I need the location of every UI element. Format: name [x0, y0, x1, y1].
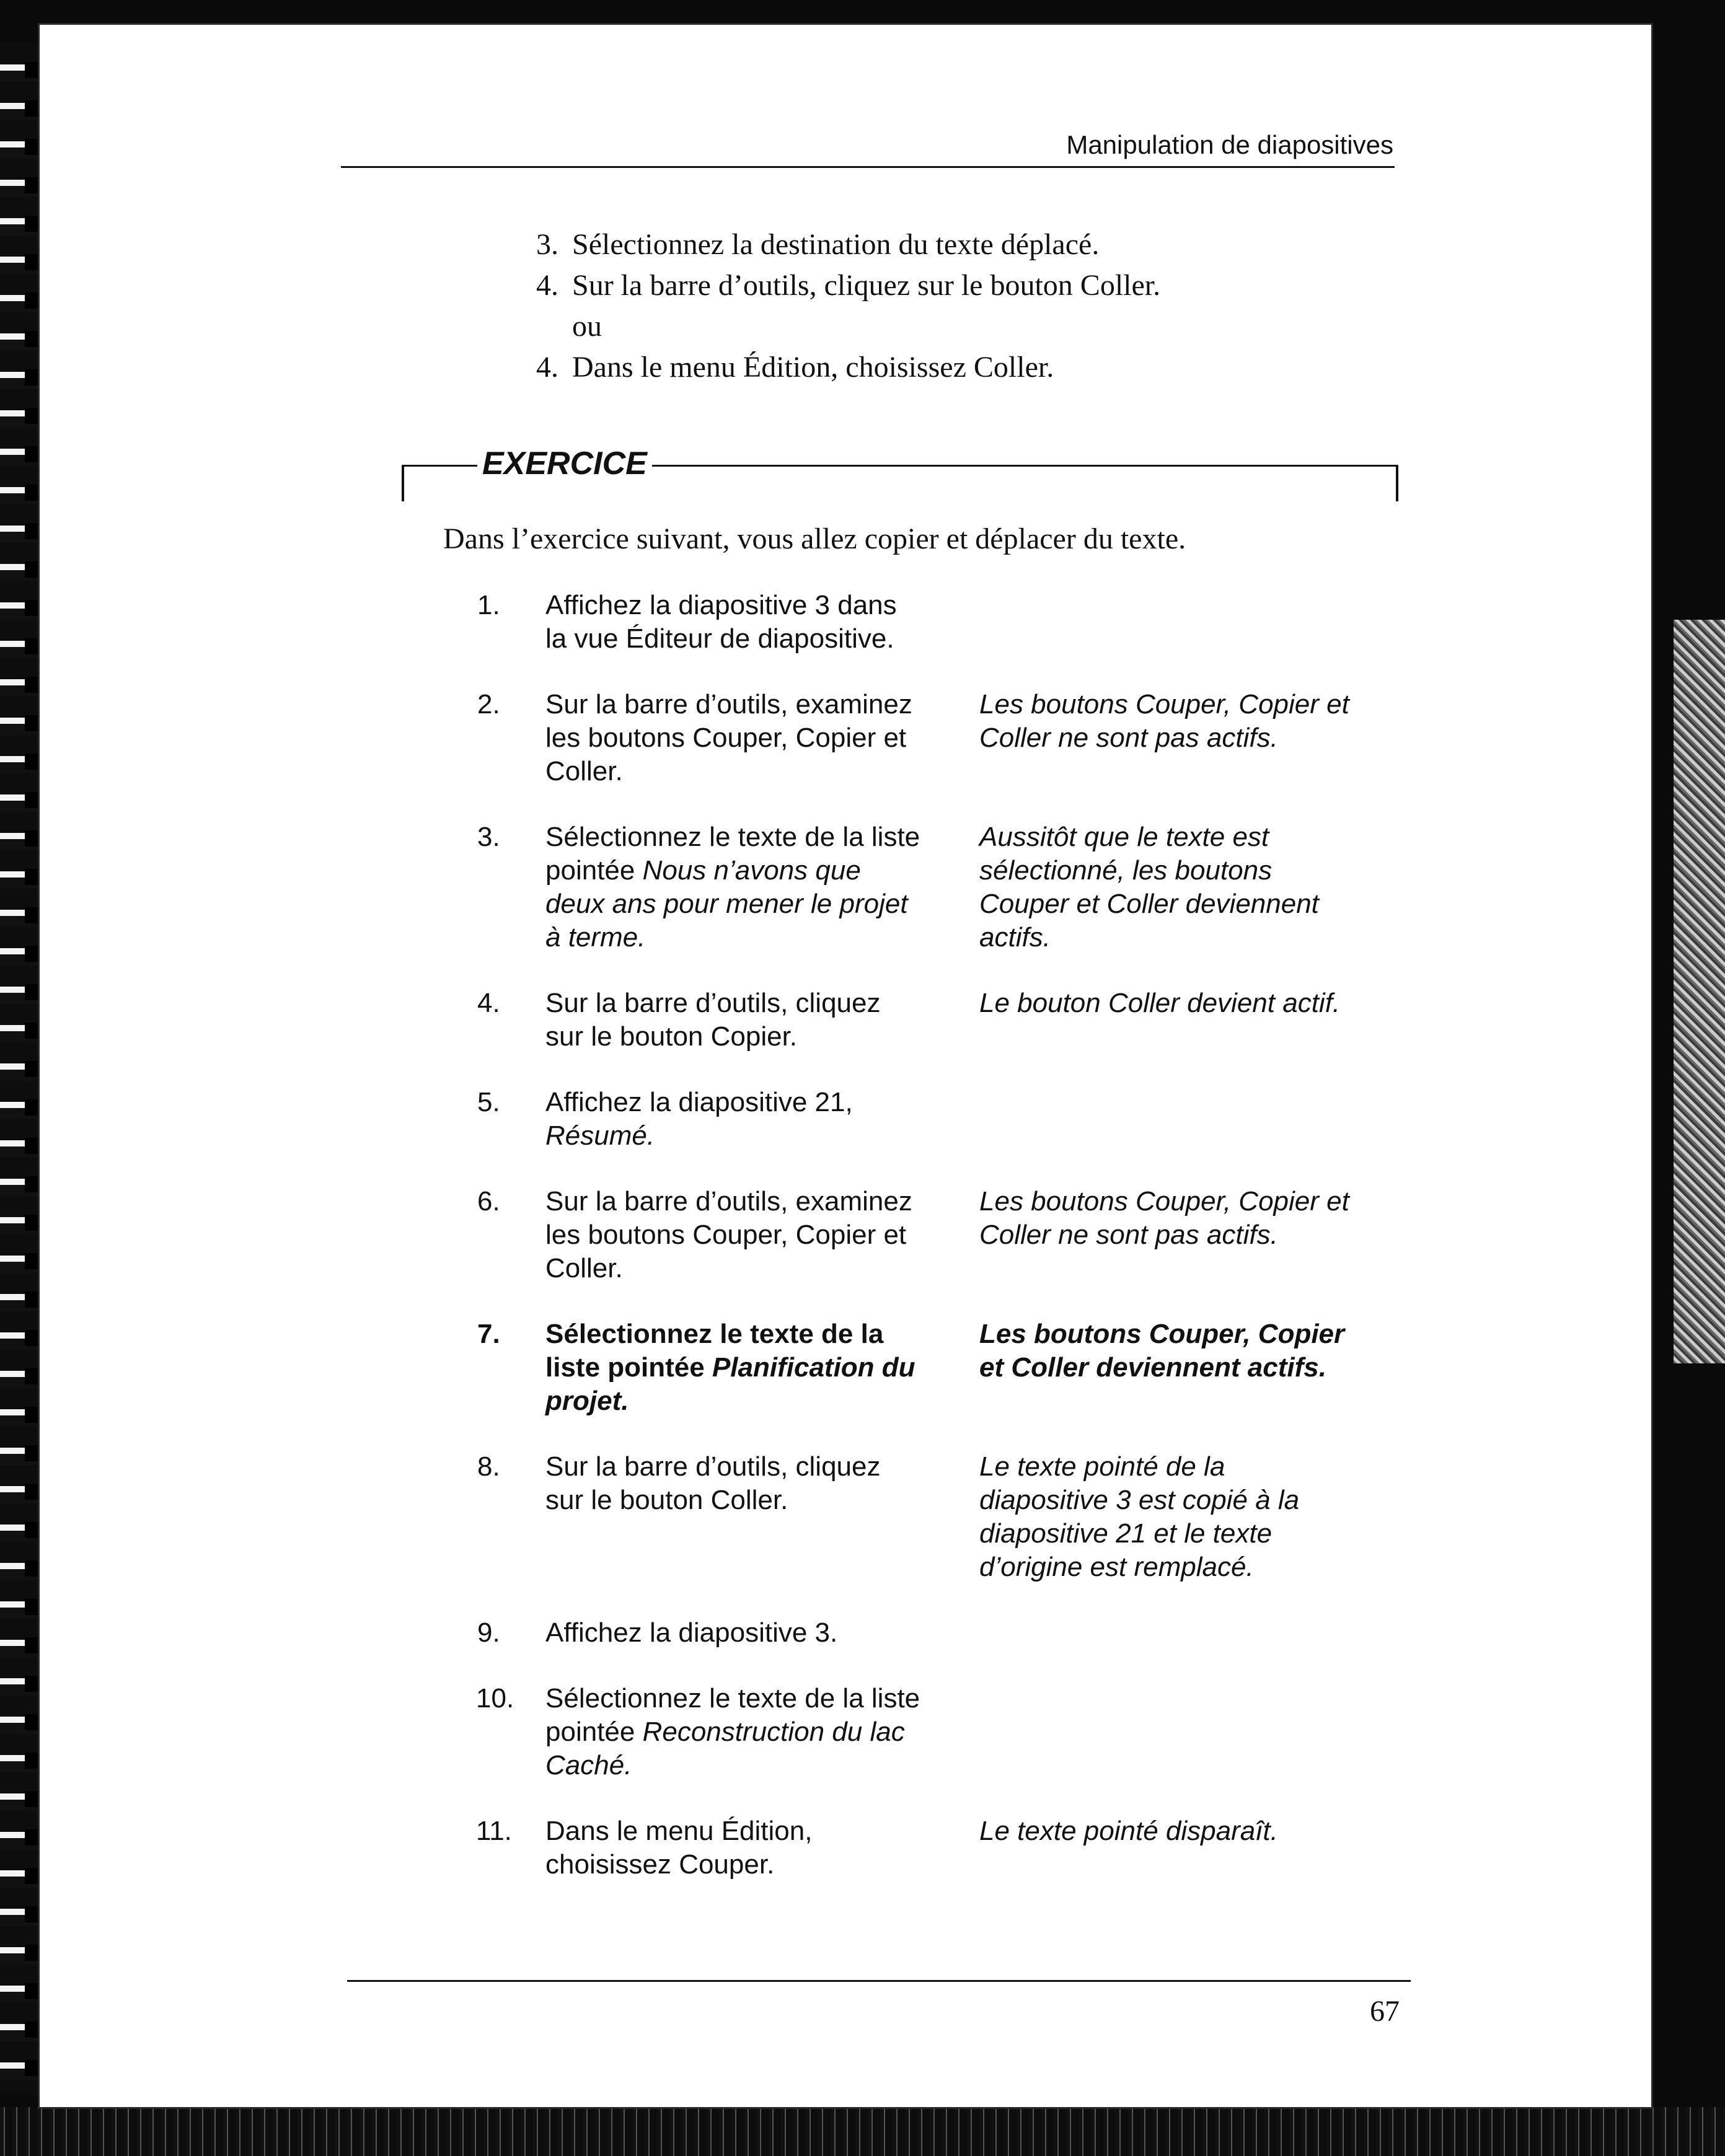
exercise-step	[459, 1616, 1426, 1650]
page-edge-bottom	[0, 2107, 1725, 2156]
exercise-step-highlighted	[459, 1318, 1426, 1418]
instruction-line	[545, 854, 979, 887]
intro-step-number: 4.	[536, 269, 558, 302]
result-line: Couper et Coller deviennent	[979, 889, 1319, 919]
exercise-lead: Dans l’exercice suivant, vous allez copier et déplacer du texte.	[443, 522, 1186, 555]
exercise-step	[459, 688, 1426, 788]
step-number: 11.	[476, 1816, 512, 1846]
intro-steps	[536, 224, 1160, 388]
result-line: Les boutons Couper, Copier et	[979, 1186, 1349, 1217]
instruction-line: les boutons Couper, Copier et	[545, 723, 907, 753]
exercise-step	[459, 1815, 1426, 1881]
step-instruction	[545, 987, 979, 1054]
instruction-line	[545, 1715, 979, 1749]
instruction-line: choisissez Couper.	[545, 1849, 775, 1880]
result-line: diapositive 21 et le texte	[979, 1518, 1273, 1549]
instruction-line: Affichez la diapositive 3.	[545, 1617, 838, 1648]
step-result	[979, 589, 1388, 656]
instruction-line: Coller.	[545, 756, 623, 786]
result-line: d’origine est remplacé.	[979, 1552, 1254, 1582]
step-result	[979, 1616, 1388, 1650]
instruction-line: deux ans pour mener le projet	[545, 889, 908, 919]
instruction-line: Affichez la diapositive 21,	[545, 1087, 853, 1117]
instruction-italic: Nous n’avons que	[642, 855, 861, 886]
step-instruction	[545, 688, 979, 788]
instruction-line: Sélectionnez le texte de la liste	[545, 822, 920, 852]
instruction-line: Résumé.	[545, 1120, 655, 1151]
result-line: et Coller deviennent actifs.	[979, 1352, 1326, 1383]
step-number: 7.	[477, 1319, 500, 1349]
instruction-line: la vue Éditeur de diapositive.	[545, 623, 894, 654]
result-line: diapositive 3 est copié à la	[979, 1485, 1300, 1515]
footer-rule	[347, 1980, 1411, 1982]
exercise-steps	[459, 589, 1426, 1914]
exercise-step	[459, 821, 1426, 954]
instruction-text: pointée	[545, 855, 643, 886]
result-line: Le texte pointé de la	[979, 1451, 1225, 1482]
instruction-line: Dans le menu Édition,	[545, 1816, 813, 1846]
step-instruction	[545, 1185, 979, 1285]
header-rule	[341, 166, 1395, 168]
result-line: actifs.	[979, 922, 1051, 953]
step-instruction	[545, 1616, 979, 1650]
step-number: 8.	[477, 1451, 500, 1482]
step-number: 2.	[477, 689, 500, 719]
instruction-line: Affichez la diapositive 3 dans	[545, 590, 897, 620]
exercise-step	[459, 1682, 1426, 1782]
instruction-line: projet.	[545, 1386, 629, 1416]
result-line: Coller ne sont pas actifs.	[979, 723, 1278, 753]
result-line: Coller ne sont pas actifs.	[979, 1220, 1278, 1250]
step-number: 1.	[477, 590, 500, 620]
instruction-line: sur le bouton Coller.	[545, 1485, 788, 1515]
step-result	[979, 1682, 1388, 1782]
step-number: 10.	[476, 1683, 514, 1714]
page-edge-right	[1674, 620, 1725, 1363]
step-instruction	[545, 1086, 979, 1153]
step-result	[979, 987, 1388, 1054]
page-number: 67	[1370, 1995, 1400, 2028]
step-instruction	[545, 1318, 979, 1418]
result-line: Les boutons Couper, Copier et	[979, 689, 1349, 719]
step-number: 5.	[477, 1087, 500, 1117]
result-line: Les boutons Couper, Copier	[979, 1319, 1345, 1349]
instruction-line: Caché.	[545, 1750, 632, 1780]
exercise-step	[459, 1450, 1426, 1584]
intro-step-text: Sur la barre d’outils, cliquez sur le bouton Coller.	[572, 269, 1161, 302]
result-line: Aussitôt que le texte est	[979, 822, 1269, 852]
step-instruction	[545, 589, 979, 656]
intro-step	[536, 347, 1160, 388]
instruction-line: les boutons Couper, Copier et	[545, 1220, 907, 1250]
instruction-line: Sur la barre d’outils, cliquez	[545, 988, 881, 1018]
result-line: Le texte pointé disparaît.	[979, 1816, 1278, 1846]
instruction-text: pointée	[545, 1717, 643, 1747]
instruction-italic: Planification du	[712, 1352, 915, 1383]
instruction-line	[545, 1351, 979, 1384]
instruction-line: sur le bouton Copier.	[545, 1021, 798, 1052]
result-line: sélectionné, les boutons	[979, 855, 1273, 886]
instruction-line: Sélectionnez le texte de la liste	[545, 1683, 920, 1714]
step-result	[979, 688, 1388, 788]
step-number: 3.	[477, 822, 500, 852]
intro-step-text: Sélectionnez la destination du texte déplacé.	[572, 228, 1100, 261]
intro-step	[536, 265, 1160, 306]
exercise-step	[459, 987, 1426, 1054]
instruction-line: Sur la barre d’outils, examinez	[545, 689, 912, 719]
step-result	[979, 1185, 1388, 1285]
exercise-label: EXERCICE	[477, 445, 652, 482]
step-number: 9.	[477, 1617, 500, 1648]
step-instruction	[545, 1815, 979, 1881]
step-result	[979, 821, 1388, 954]
instruction-line: à terme.	[545, 922, 646, 953]
running-header: Manipulation de diapositives	[1066, 130, 1393, 159]
step-number: 6.	[477, 1186, 500, 1217]
intro-step-number: 3.	[536, 228, 558, 261]
intro-step-number: 4.	[536, 351, 558, 384]
instruction-line: Sur la barre d’outils, examinez	[545, 1186, 912, 1217]
instruction-line: Sur la barre d’outils, cliquez	[545, 1451, 881, 1482]
exercise-step	[459, 1185, 1426, 1285]
step-result	[979, 1318, 1388, 1418]
result-line: Le bouton Coller devient actif.	[979, 988, 1341, 1018]
step-instruction	[545, 1682, 979, 1782]
step-instruction	[545, 821, 979, 954]
step-result	[979, 1815, 1388, 1881]
instruction-italic: Reconstruction du lac	[642, 1717, 905, 1747]
exercise-step	[459, 1086, 1426, 1153]
step-number: 4.	[477, 988, 500, 1018]
exercise-step	[459, 589, 1426, 656]
instruction-text: liste pointée	[545, 1352, 712, 1383]
step-result	[979, 1086, 1388, 1153]
step-result	[979, 1450, 1388, 1584]
instruction-line: Sélectionnez le texte de la	[545, 1319, 884, 1349]
instruction-line: Coller.	[545, 1253, 623, 1283]
intro-step	[536, 224, 1160, 265]
intro-step-text: Dans le menu Édition, choisissez Coller.	[572, 351, 1054, 384]
step-instruction	[545, 1450, 979, 1584]
intro-or: ou	[572, 310, 602, 343]
